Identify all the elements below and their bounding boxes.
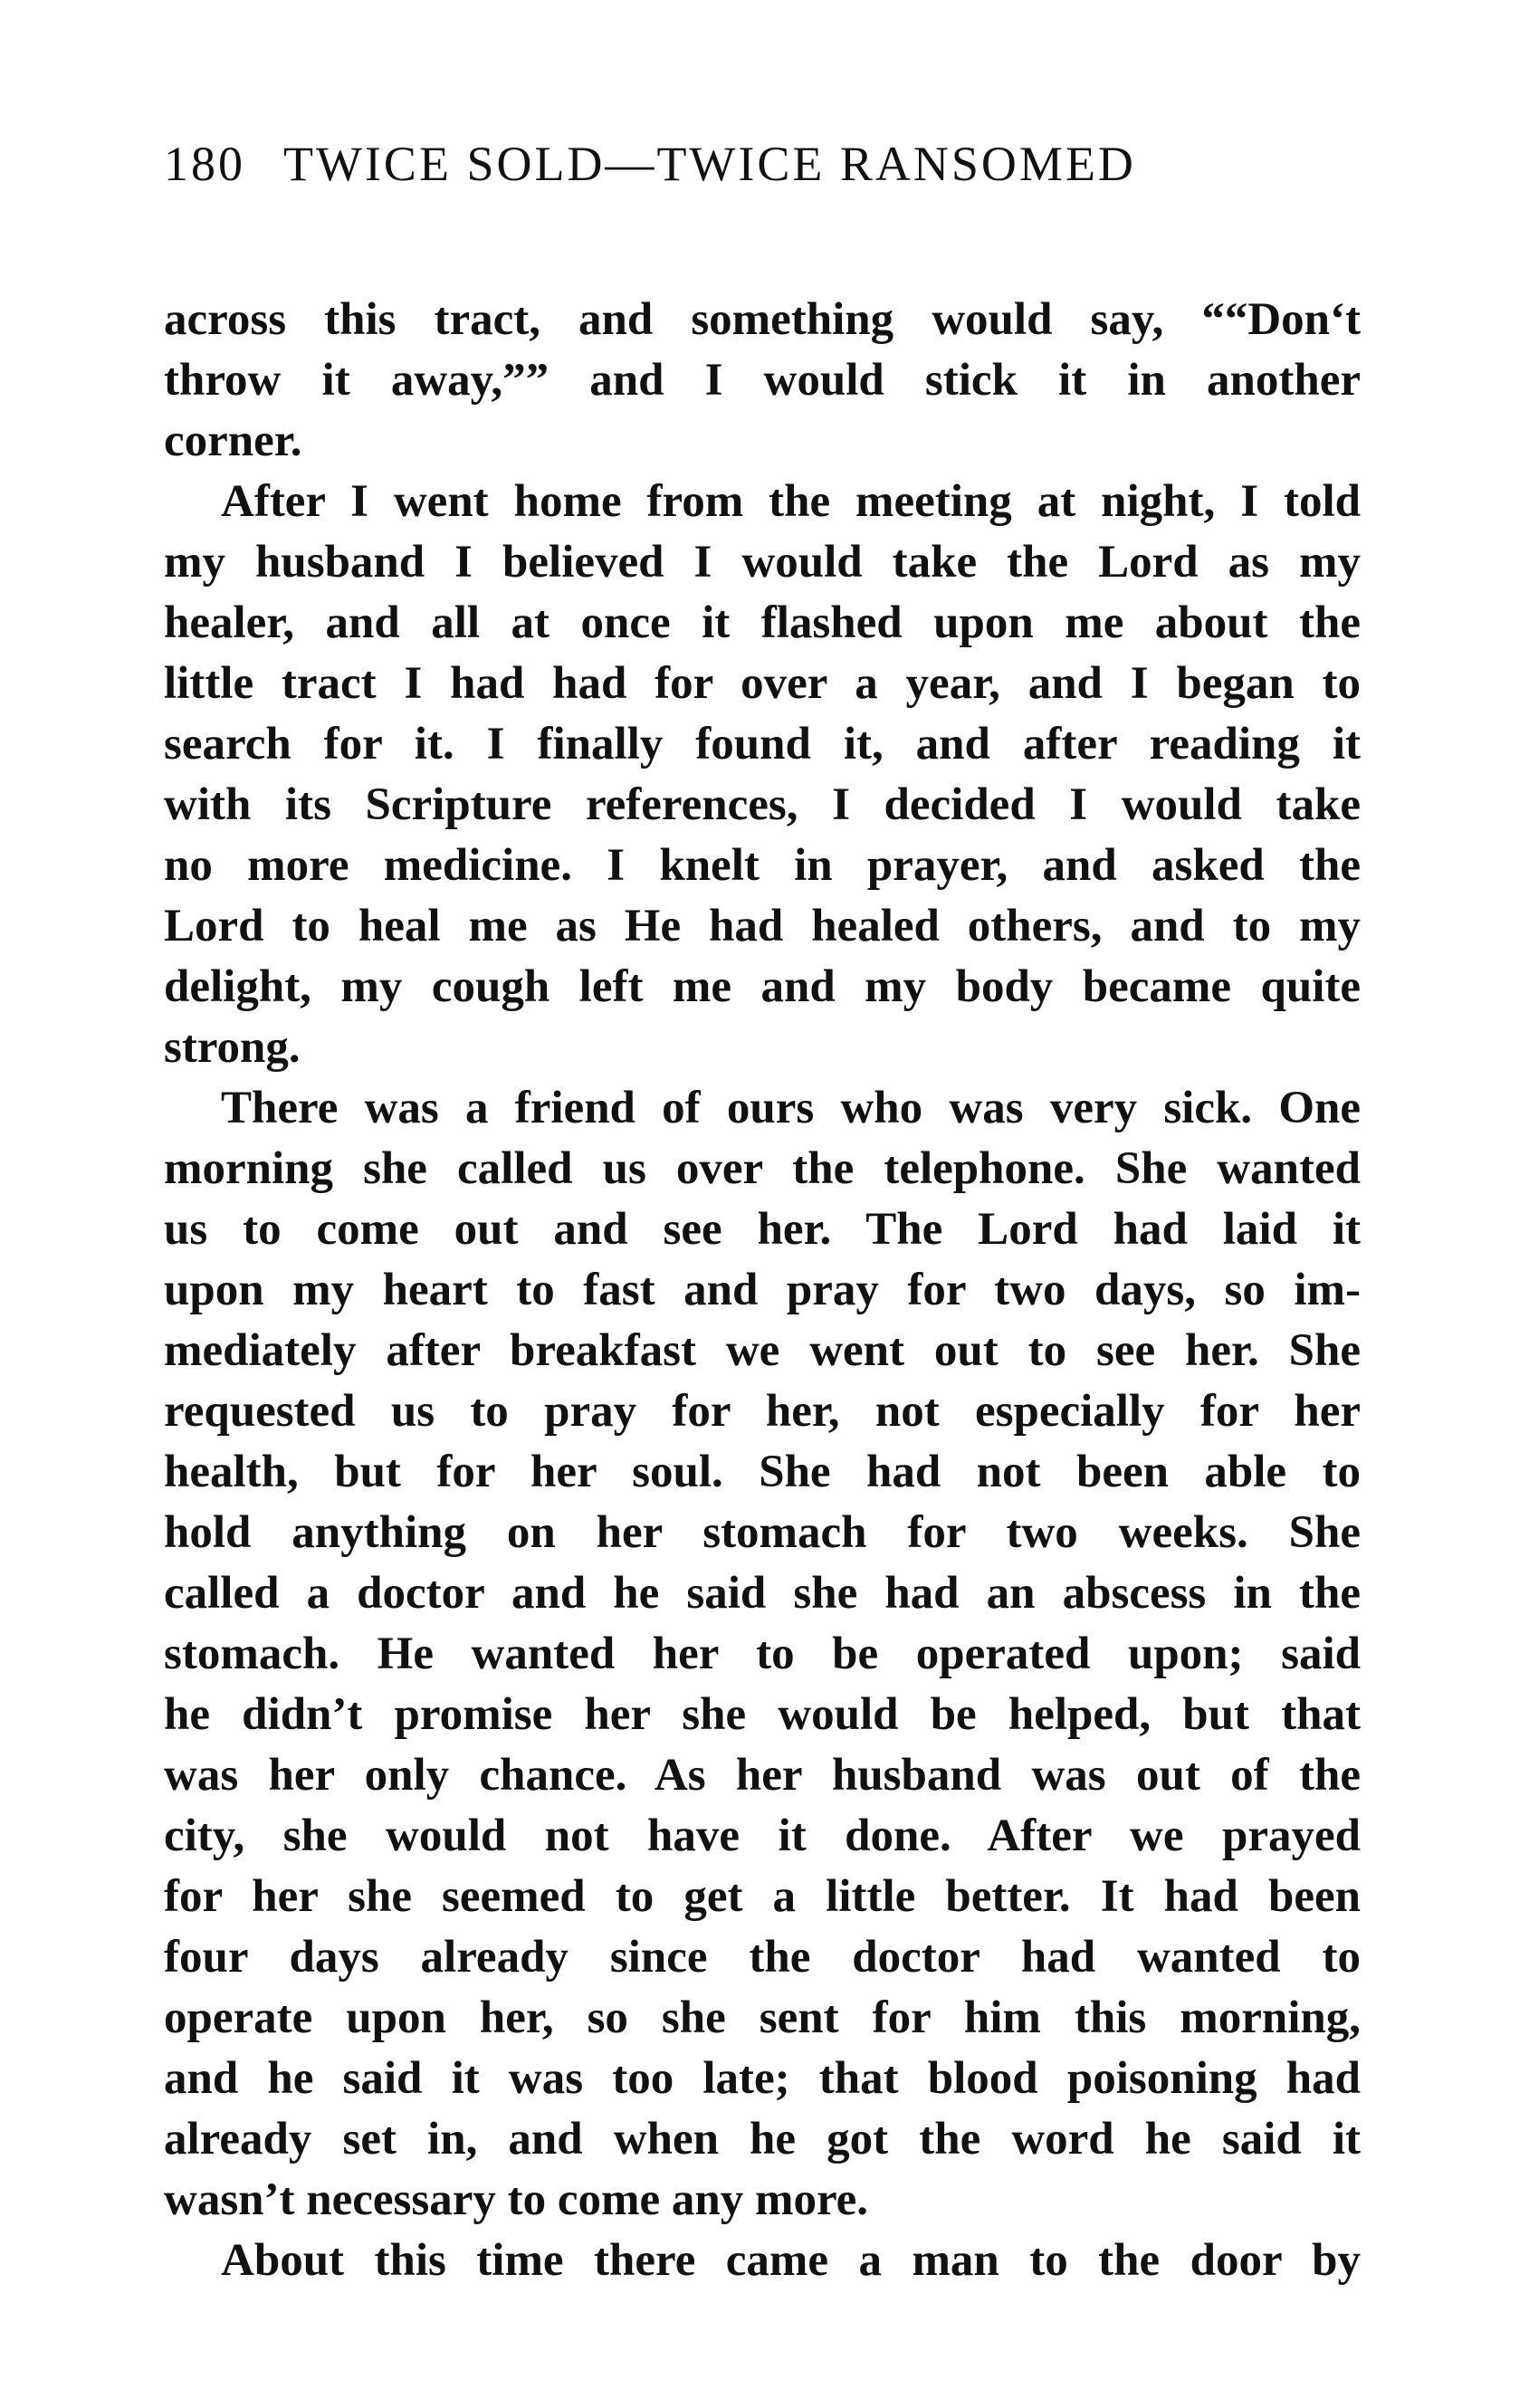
text-line: city, she would not have it done. After we prayed (164, 1811, 1361, 1861)
running-head (164, 134, 1361, 194)
text-line: upon my heart to fast and pray for two days, so im- (164, 1265, 1361, 1315)
text-line: wasn’t necessary to come any more. (164, 2174, 869, 2225)
text-line: search for it. I finally found it, and after reading it (164, 719, 1361, 769)
text-line: throw it away,”” and I would stick it in another (164, 355, 1361, 406)
text-line: across this tract, and something would say, ““Don‘t (164, 294, 1361, 345)
text-line: my husband I believed I would take the Lord as my (164, 537, 1361, 588)
page-content (164, 134, 1361, 2291)
paragraph-first-line: There was a friend of ours who was very sick. One (221, 1083, 1361, 1133)
page-number: 180 (164, 137, 245, 191)
text-line: with its Scripture references, I decided I would take (164, 779, 1361, 830)
text-line: strong. (164, 1022, 301, 1073)
text-line: morning she called us over the telephone. She wanted (164, 1143, 1361, 1194)
text-line: us to come out and see her. The Lord had laid it (164, 1204, 1361, 1255)
text-line: little tract I had had for over a year, and I began to (164, 658, 1361, 709)
text-line: health, but for her soul. She had not been able to (164, 1447, 1361, 1497)
text-line: already set in, and when he got the word he said it (164, 2114, 1361, 2164)
paragraph-first-line: About this time there came a man to the door by (221, 2235, 1361, 2286)
text-line: he didn’t promise her she would be helped, but that (164, 1689, 1361, 1740)
text-line: and he said it was too late; that blood poisoning had (164, 2053, 1361, 2104)
text-line: four days already since the doctor had wanted to (164, 1932, 1361, 1983)
text-line: corner. (164, 416, 302, 466)
text-line: was her only chance. As her husband was out of the (164, 1750, 1361, 1801)
text-line: operate upon her, so she sent for him this morning, (164, 1992, 1361, 2043)
text-line: requested us to pray for her, not especially for her (164, 1386, 1361, 1437)
text-line: called a doctor and he said she had an abscess in the (164, 1568, 1361, 1619)
text-line: healer, and all at once it flashed upon me about the (164, 597, 1361, 648)
text-line: delight, my cough left me and my body became quite (164, 961, 1361, 1012)
running-title: TWICE SOLD—TWICE RANSOMED (283, 137, 1136, 191)
paragraph-first-line: After I went home from the meeting at night, I told (221, 476, 1361, 527)
text-line: hold anything on her stomach for two weeks. She (164, 1507, 1361, 1558)
text-line: stomach. He wanted her to be operated upon; said (164, 1629, 1361, 1679)
text-line: mediately after breakfast we went out to see her. She (164, 1325, 1361, 1376)
text-line: Lord to heal me as He had healed others, and to my (164, 901, 1361, 951)
text-line: for her she seemed to get a little better. It had been (164, 1871, 1361, 1922)
body-text (164, 290, 1361, 2291)
text-line: no more medicine. I knelt in prayer, and asked the (164, 840, 1361, 891)
